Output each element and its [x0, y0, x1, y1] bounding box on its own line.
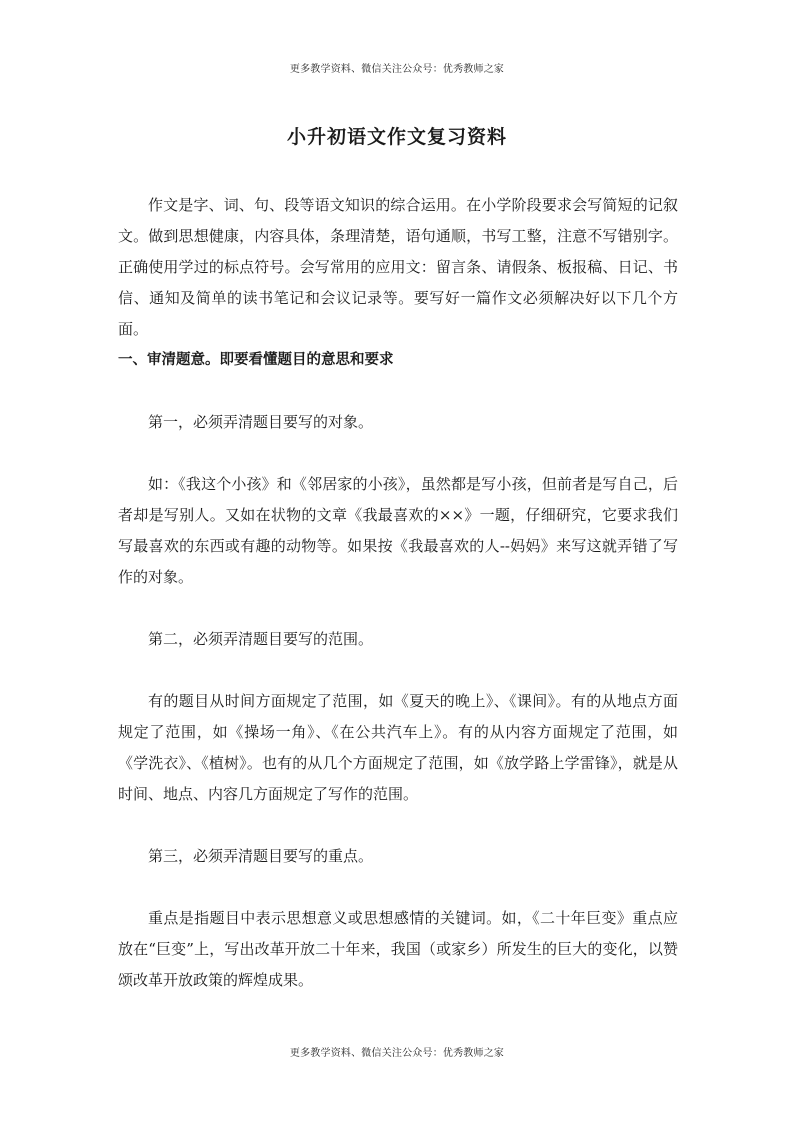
- point-3-title: 第三，必须弄清题目要写的重点。: [148, 847, 374, 865]
- section-heading: 一、审清题意。即要看懂题目的意思和要求: [118, 352, 394, 368]
- spacer: [118, 438, 678, 469]
- spacer: [118, 376, 678, 407]
- document-title: 小升初语文作文复习资料: [286, 126, 507, 148]
- point-2-paragraph: 有的题目从时间方面规定了范围，如《夏天的晚上》、《课间》。有的从地点方面规定了范围，如《操场一角》、《在公共汽车上》。有的从内容方面规定了范围，如《学洗衣》、《植树》。也有的从几个方面规定了范围，如《放学路上学雷锋》，就是从时间、地点、内容几方面规定了写作的范围。: [118, 692, 678, 803]
- footer-note: 更多教学资料、微信关注公众号：优秀教师之家: [289, 1048, 505, 1059]
- point-2-title: 第二，必须弄清题目要写的范围。: [148, 630, 374, 648]
- spacer: [118, 810, 678, 841]
- document-body: [118, 190, 678, 996]
- header-note: 更多教学资料、微信关注公众号：优秀教师之家: [289, 64, 505, 75]
- point-1-paragraph: 如：《我这个小孩》和《邻居家的小孩》，虽然都是写小孩，但前者是写自己，后者却是写别人。又如在状物的文章《我最喜欢的××》一题，仔细研究，它要求我们写最喜欢的东西或有趣的动物等。如果按《我最喜欢的人--妈妈》来写这就弄错了写作的对象。: [118, 475, 678, 586]
- spacer: [118, 655, 678, 686]
- point-1-title: 第一，必须弄清题目要写的对象。: [148, 413, 374, 431]
- spacer: [118, 593, 678, 624]
- point-3-paragraph: 重点是指题目中表示思想意义或思想感情的关键词。如，《二十年巨变》重点应放在“巨变”上，写出改革开放二十年来，我国（或家乡）所发生的巨大的变化，以赞颂改革开放政策的辉煌成果。: [118, 909, 678, 989]
- spacer: [118, 872, 678, 903]
- intro-paragraph: 作文是字、词、句、段等语文知识的综合运用。在小学阶段要求会写简短的记叙文。做到思想健康，内容具体，条理清楚，语句通顺，书写工整，注意不写错别字。正确使用学过的标点符号。会写常用的应用文：留言条、请假条、板报稿、日记、书信、通知及简单的读书笔记和会议记录等。要写好一篇作文必须解决好以下几个方面。: [118, 196, 678, 338]
